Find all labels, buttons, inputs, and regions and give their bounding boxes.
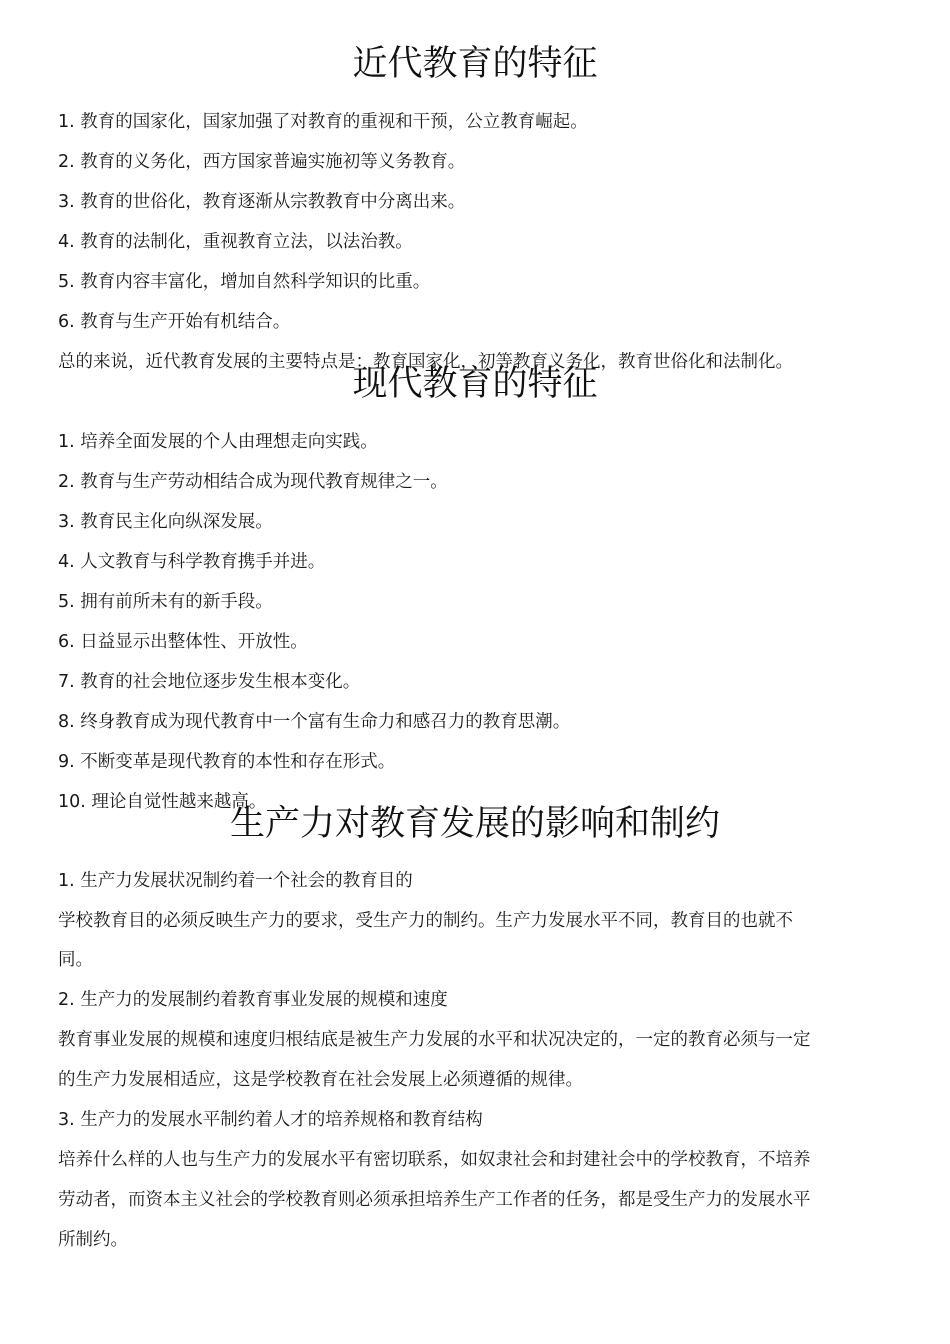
paragraph-line: 总的来说，近代教育发展的主要特点是：教育国家化，初等教育义务化，教育世俗化和法制化。 — [58, 352, 793, 372]
paragraph-line: 所制约。 — [58, 1230, 128, 1250]
paragraph-line: 8. 终身教育成为现代教育中一个富有生命力和感召力的教育思潮。 — [58, 712, 571, 732]
paragraph-line: 1. 培养全面发展的个人由理想走向实践。 — [58, 432, 378, 452]
paragraph-line: 9. 不断变革是现代教育的本性和存在形式。 — [58, 752, 396, 772]
paragraph-line: 6. 日益显示出整体性、开放性。 — [58, 632, 308, 652]
paragraph-line: 10. 理论自觉性越来越高。 — [58, 792, 267, 812]
paragraph-line: 劳动者，而资本主义社会的学校教育则必须承担培养生产工作者的任务，都是受生产力的发展水平 — [58, 1190, 811, 1210]
paragraph-line: 3. 生产力的发展水平制约着人才的培养规格和教育结构 — [58, 1110, 483, 1130]
paragraph-line: 教育事业发展的规模和速度归根结底是被生产力发展的水平和状况决定的，一定的教育必须与一定 — [58, 1030, 811, 1050]
paragraph-line: 5. 拥有前所未有的新手段。 — [58, 592, 273, 612]
paragraph-line: 同。 — [58, 950, 93, 970]
paragraph-line: 3. 教育民主化向纵深发展。 — [58, 512, 273, 532]
paragraph-line: 6. 教育与生产开始有机结合。 — [58, 312, 291, 332]
paragraph-line: 1. 教育的国家化，国家加强了对教育的重视和干预，公立教育崛起。 — [58, 112, 588, 132]
paragraph-line: 3. 教育的世俗化，教育逐渐从宗教教育中分离出来。 — [58, 192, 466, 212]
paragraph-line: 2. 教育的义务化，西方国家普遍实施初等义务教育。 — [58, 152, 466, 172]
paragraph-line: 4. 人文教育与科学教育携手并进。 — [58, 552, 326, 572]
paragraph-line: 1. 生产力发展状况制约着一个社会的教育目的 — [58, 871, 413, 891]
section-title-modern-era: 近代教育的特征 — [352, 44, 598, 84]
paragraph-line: 学校教育目的必须反映生产力的要求，受生产力的制约。生产力发展水平不同，教育目的也就不 — [58, 911, 793, 931]
paragraph-line: 2. 教育与生产劳动相结合成为现代教育规律之一。 — [58, 472, 448, 492]
paragraph-line: 2. 生产力的发展制约着教育事业发展的规模和速度 — [58, 990, 448, 1010]
paragraph-line: 7. 教育的社会地位逐步发生根本变化。 — [58, 672, 361, 692]
paragraph-line: 的生产力发展相适应，这是学校教育在社会发展上必须遵循的规律。 — [58, 1070, 583, 1090]
paragraph-line: 培养什么样的人也与生产力的发展水平有密切联系，如奴隶社会和封建社会中的学校教育，不培养 — [58, 1150, 811, 1170]
paragraph-line: 5. 教育内容丰富化，增加自然科学知识的比重。 — [58, 272, 431, 292]
section-title-contemporary: 现代教育的特征 — [352, 364, 598, 404]
section-title-productivity: 生产力对教育发展的影响和制约 — [229, 804, 720, 844]
paragraph-line: 4. 教育的法制化，重视教育立法，以法治教。 — [58, 232, 413, 252]
